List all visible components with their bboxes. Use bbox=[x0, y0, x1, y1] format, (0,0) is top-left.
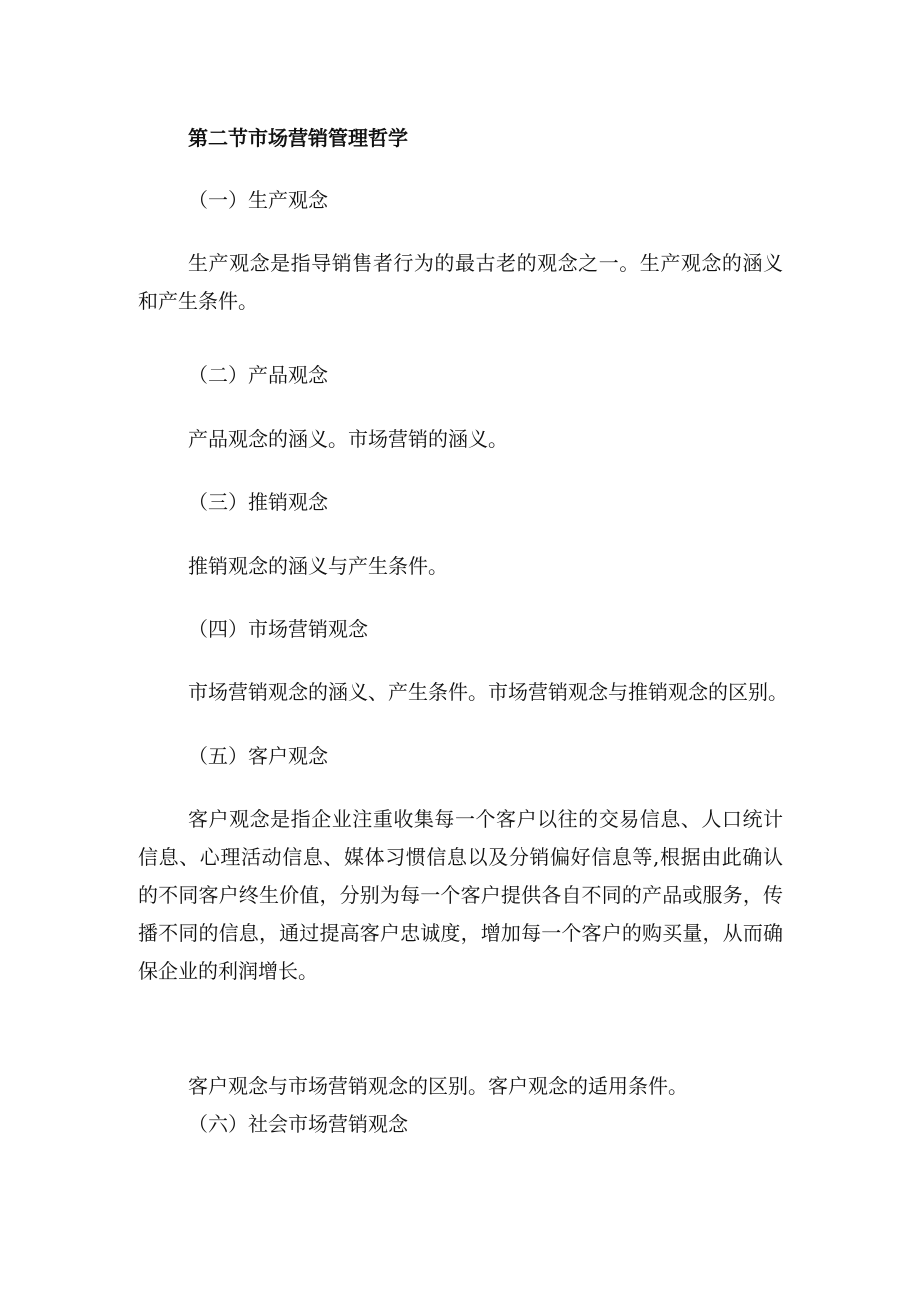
section-heading-production: （一）生产观念 bbox=[188, 188, 328, 212]
section-heading-selling: （三）推销观念 bbox=[188, 490, 328, 514]
paragraph-product: 产品观念的涵义。市场营销的涵义。 bbox=[188, 427, 508, 451]
paragraph-production: 生产观念是指导销售者行为的最古老的观念之一。生产观念的涵义和产生条件。 bbox=[138, 251, 783, 313]
paragraph-customer: 客户观念是指企业注重收集每一个客户以往的交易信息、人口统计信息、心理活动信息、媒体习惯信息以及分销偏好信息等,根据由此确认的不同客户终生价值，分别为每一个客户提供各自不同的产品或服务，传播不同的信息，通过提高客户忠诚度，增加每一个客户的购买量，从而确保企业的利润增长。 bbox=[138, 807, 783, 983]
paragraph-customer-vs-marketing: 客户观念与市场营销观念的区别。客户观念的适用条件。 bbox=[188, 1074, 688, 1098]
section-heading-social-marketing: （六）社会市场营销观念 bbox=[188, 1112, 408, 1136]
paragraph-selling: 推销观念的涵义与产生条件。 bbox=[188, 554, 448, 578]
paragraph-marketing: 市场营销观念的涵义、产生条件。市场营销观念与推销观念的区别。 bbox=[188, 680, 788, 704]
page-title: 第二节市场营销管理哲学 bbox=[188, 126, 408, 150]
section-heading-customer: （五）客户观念 bbox=[188, 744, 328, 768]
section-heading-marketing: （四）市场营销观念 bbox=[188, 617, 368, 641]
section-heading-product: （二）产品观念 bbox=[188, 363, 328, 387]
